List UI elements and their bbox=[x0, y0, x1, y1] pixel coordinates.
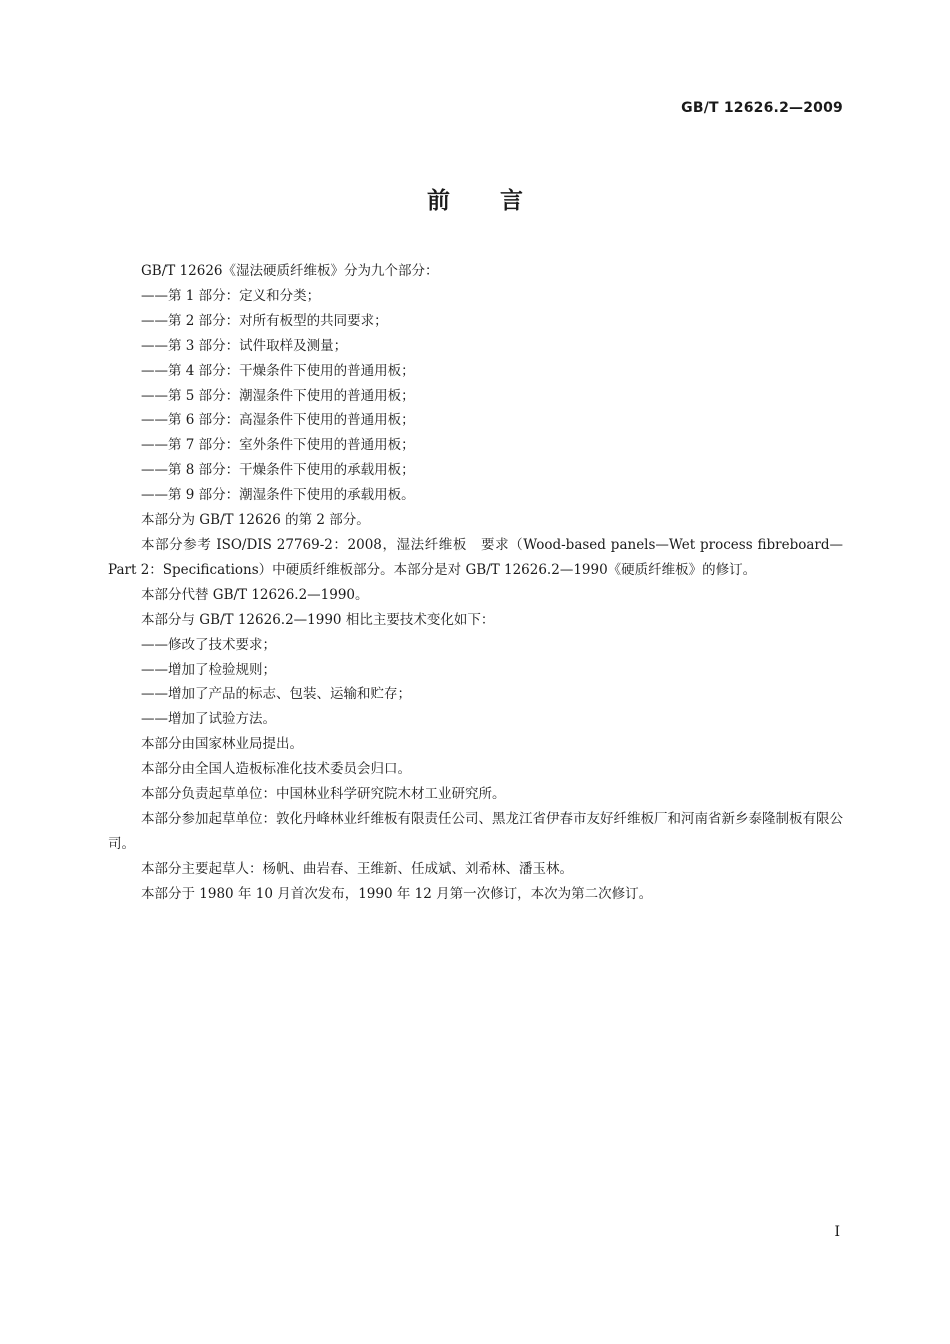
paragraph: 本部分参加起草单位：敦化丹峰林业纤维板有限责任公司、黑龙江省伊春市友好纤维板厂和河南省新乡泰隆制板有限公司。 bbox=[108, 810, 843, 852]
paragraph: 本部分由国家林业局提出。 bbox=[141, 736, 303, 753]
paragraph: 本部分由全国人造板标准化技术委员会归口。 bbox=[141, 761, 411, 778]
list-item: ——增加了产品的标志、包装、运输和贮存； bbox=[141, 686, 411, 703]
list-item: ——第 4 部分：干燥条件下使用的普通用板； bbox=[141, 362, 415, 379]
page-title: 前言 bbox=[427, 188, 573, 214]
paragraph: 本部分参考 ISO/DIS 27769-2：2008，湿法纤维板 要求（Wood-based panels—Wet process fibreboard—Part 2：Specifications）中硬质纤维板部分。本部分是对 GB/T 12626.2—1990《硬质纤维板》的修订。 bbox=[108, 536, 843, 578]
list-item: ——增加了检验规则； bbox=[141, 661, 276, 678]
paragraph: 本部分代替 GB/T 12626.2—1990。 bbox=[141, 586, 369, 603]
standard-code: GB/T 12626.2—2009 bbox=[681, 100, 843, 116]
list-item: ——第 7 部分：室外条件下使用的普通用板； bbox=[141, 437, 415, 454]
paragraph: 本部分于 1980 年 10 月首次发布，1990 年 12 月第一次修订，本次为第二次修订。 bbox=[141, 885, 653, 902]
document-body bbox=[108, 259, 843, 907]
intro-paragraph: GB/T 12626《湿法硬质纤维板》分为九个部分： bbox=[141, 263, 439, 279]
paragraph: 本部分为 GB/T 12626 的第 2 部分。 bbox=[141, 512, 370, 529]
paragraph: 本部分负责起草单位：中国林业科学研究院木材工业研究所。 bbox=[141, 786, 506, 803]
list-item: ——增加了试验方法。 bbox=[141, 711, 276, 728]
list-item: ——第 1 部分：定义和分类； bbox=[141, 287, 321, 304]
page-number: I bbox=[834, 1224, 840, 1240]
list-item: ——第 9 部分：潮湿条件下使用的承载用板。 bbox=[141, 487, 415, 504]
list-item: ——第 5 部分：潮湿条件下使用的普通用板； bbox=[141, 387, 415, 404]
list-item: ——第 2 部分：对所有板型的共同要求； bbox=[141, 312, 388, 329]
list-item: ——第 8 部分：干燥条件下使用的承载用板； bbox=[141, 462, 415, 479]
list-item: ——第 6 部分：高湿条件下使用的普通用板； bbox=[141, 412, 415, 429]
paragraph: 本部分主要起草人：杨帆、曲岩春、王维新、任成斌、刘希林、潘玉林。 bbox=[141, 860, 573, 877]
paragraph: 本部分与 GB/T 12626.2—1990 相比主要技术变化如下： bbox=[141, 611, 495, 628]
list-item: ——第 3 部分：试件取样及测量； bbox=[141, 337, 348, 354]
list-item: ——修改了技术要求； bbox=[141, 636, 276, 653]
